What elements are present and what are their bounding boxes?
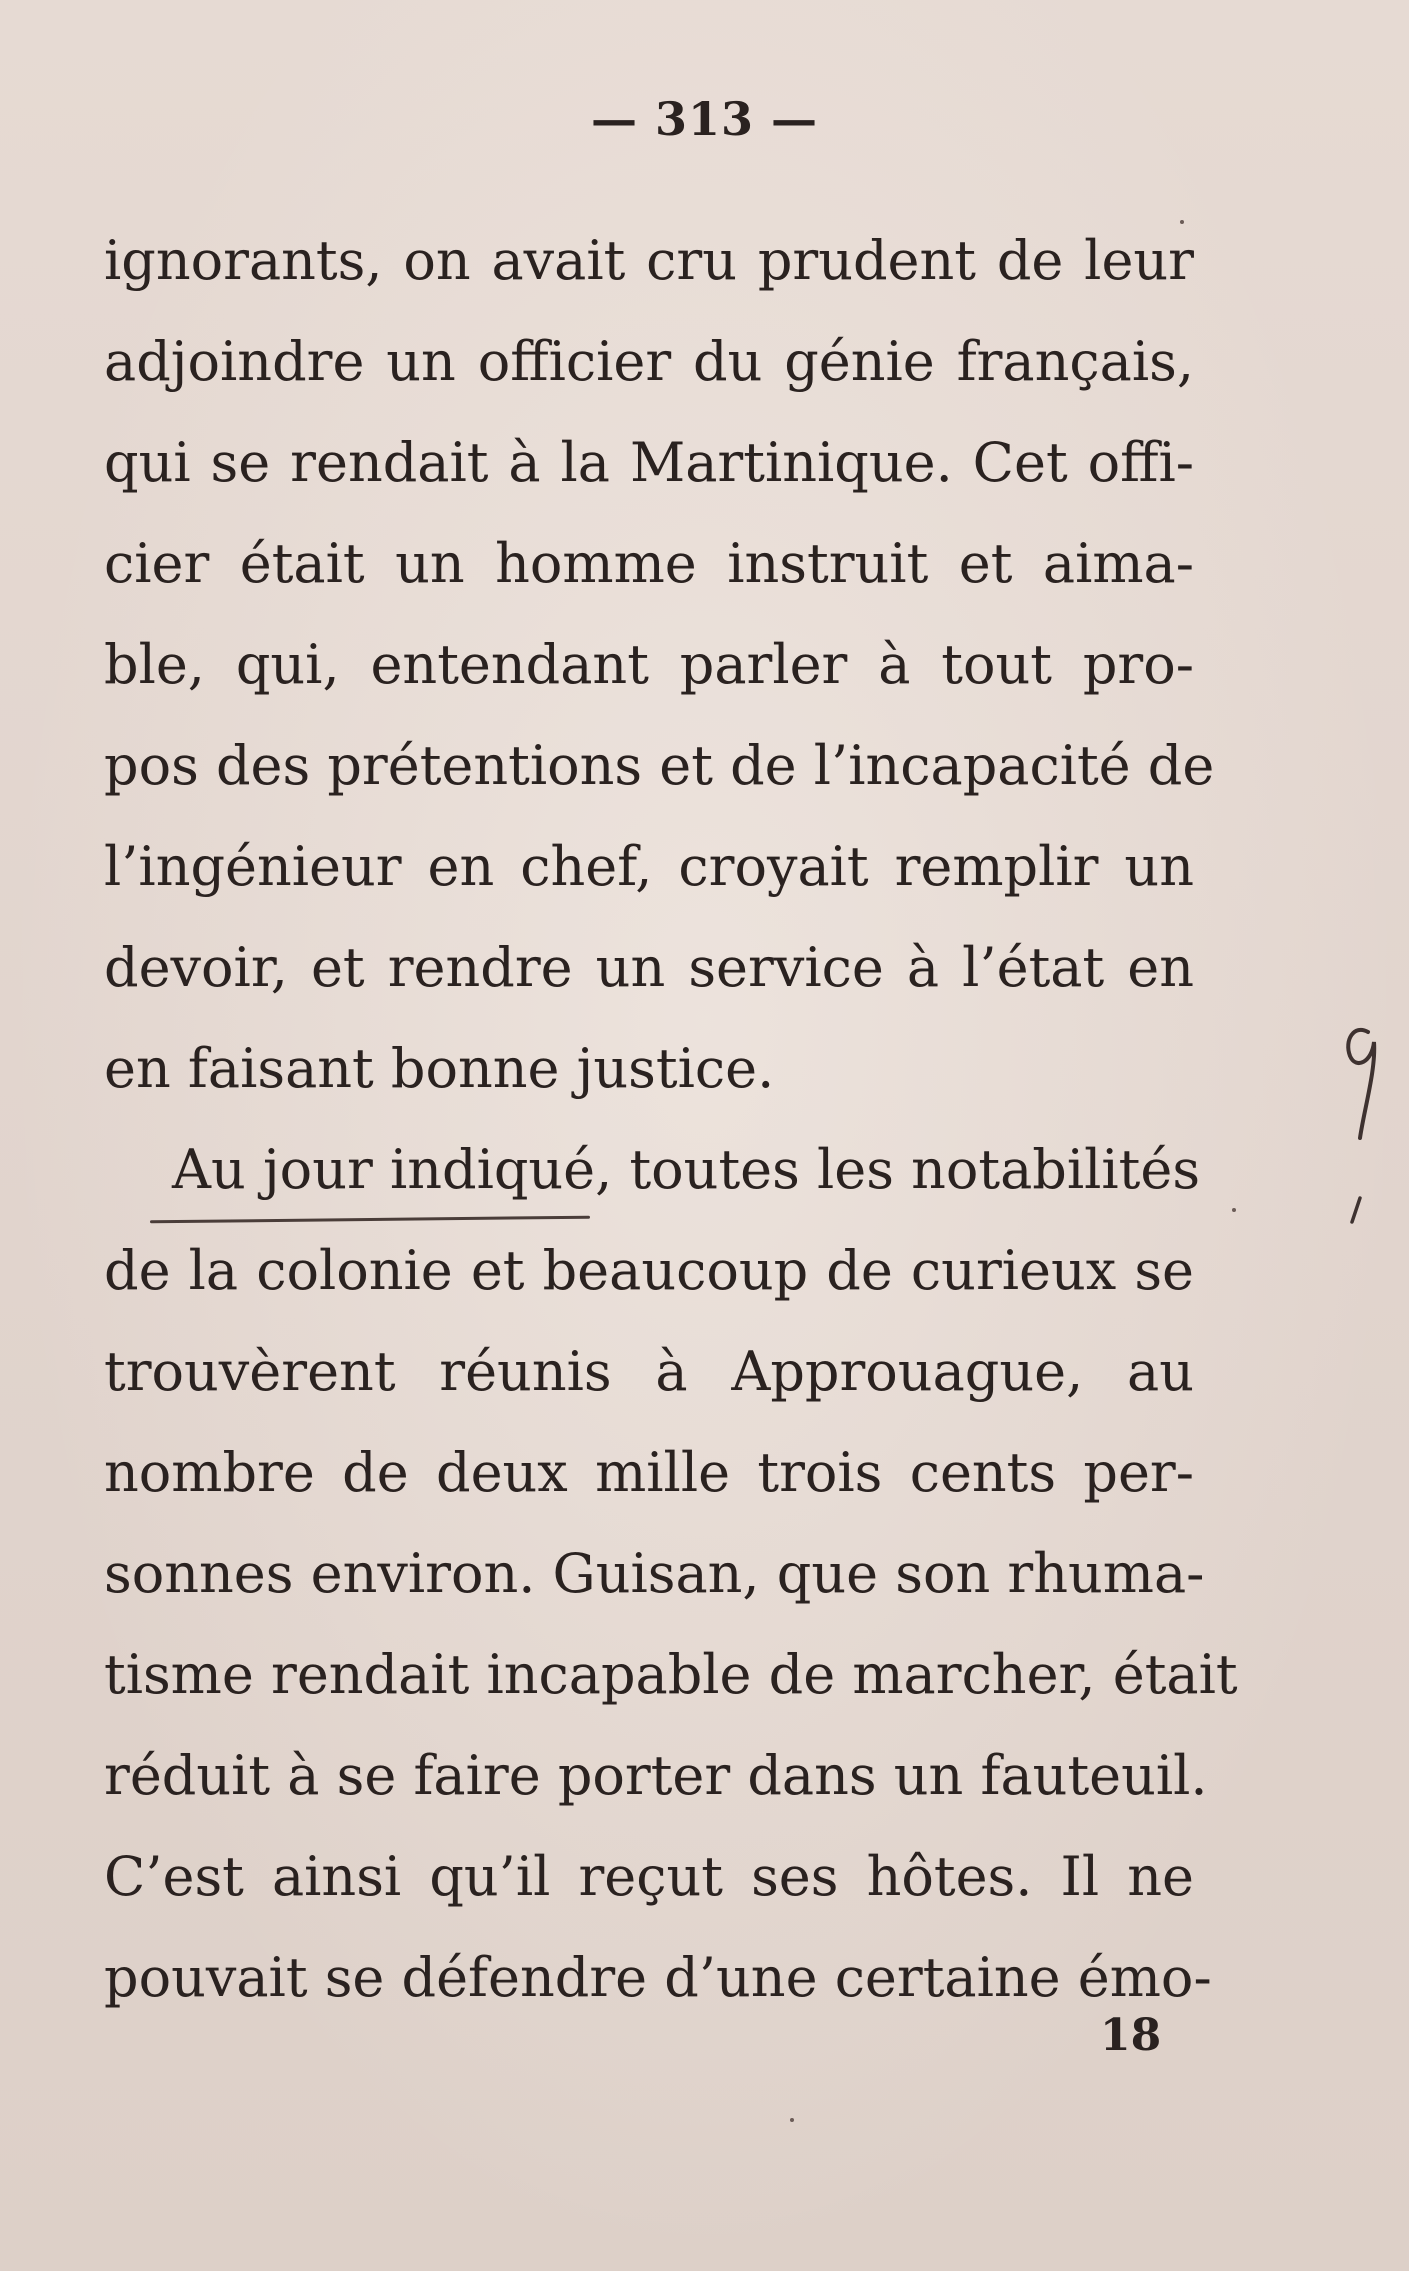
handwritten-margin-mark <box>1330 1010 1390 1230</box>
text-line: ignorants, on avait cru prudent de leur <box>104 229 1194 292</box>
text-line: C’est ainsi qu’il reçut ses hôtes. Il ne <box>104 1845 1194 1908</box>
paper-speck <box>1232 1208 1236 1212</box>
text-line: pos des prétentions et de l’incapacité de <box>104 734 1215 797</box>
text-line: nombre de deux mille trois cents per- <box>104 1441 1194 1504</box>
text-line: ble, qui, entendant parler à tout pro- <box>104 633 1194 696</box>
text-line: pouvait se défendre d’une certaine émo- <box>104 1946 1212 2009</box>
paper-speck <box>790 2118 794 2122</box>
text-line: trouvèrent réunis à Approuague, au <box>104 1340 1194 1403</box>
text-line: en faisant bonne justice. <box>104 1037 775 1100</box>
text-line: Au jour indiqué, toutes les notabilités <box>172 1138 1201 1201</box>
text-line: qui se rendait à la Martinique. Cet offi- <box>104 431 1194 494</box>
page-number: — 313 — <box>590 92 819 146</box>
text-line: adjoindre un officier du génie français, <box>104 330 1194 393</box>
body-text <box>104 210 1238 2028</box>
text-line: devoir, et rendre un service à l’état en <box>104 936 1194 999</box>
text-line: cier était un homme instruit et aima- <box>104 532 1194 595</box>
paper-speck <box>1180 220 1184 224</box>
text-line: réduit à se faire porter dans un fauteuil. <box>104 1744 1208 1807</box>
text-line: de la colonie et beaucoup de curieux se <box>104 1239 1194 1302</box>
text-line: tisme rendait incapable de marcher, était <box>104 1643 1238 1706</box>
text-line: l’ingénieur en chef, croyait remplir un <box>104 835 1194 898</box>
signature-mark: 18 <box>1100 2010 1162 2061</box>
text-line: sonnes environ. Guisan, que son rhuma- <box>104 1542 1205 1605</box>
